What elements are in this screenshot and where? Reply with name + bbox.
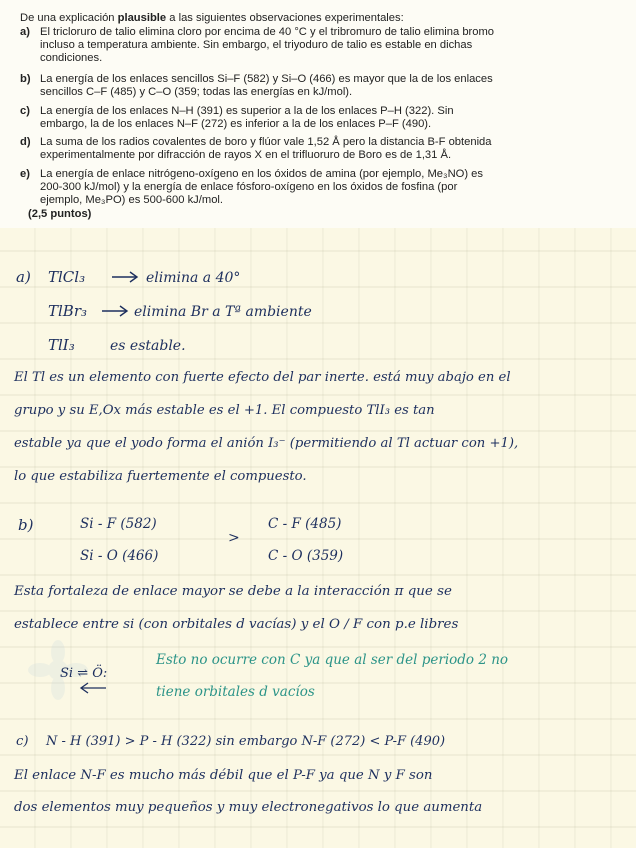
item-c-line: La energía de los enlaces N–H (391) es superior a la de los enlaces P–H (322). Sin xyxy=(40,105,454,117)
points-label: (2,5 puntos) xyxy=(28,208,92,220)
para1-line: estable ya que el yodo forma el anión I₃⁻ (permitiendo al Tl actuar con +1), xyxy=(14,436,519,451)
item-c-line: embargo, la de los enlaces N–F (272) es inferior a la de los enlaces P–F (490). xyxy=(40,118,432,130)
printed-question xyxy=(0,0,636,228)
answer-c-label: c) xyxy=(16,734,29,749)
item-a-label: a) xyxy=(20,26,30,38)
bond-c-o: C - O (359) xyxy=(268,548,344,564)
si-o-sketch: Si ⇌ Ö: xyxy=(60,666,108,681)
para1-line: lo que estabiliza fuertemente el compuesto. xyxy=(14,469,307,484)
item-e-line: 200-300 kJ/mol) y la energía de enlace fósforo-oxígeno en los óxidos de fosfina (por xyxy=(40,181,458,193)
item-e-line: ejemplo, Me₃PO) es 500-600 kJ/mol. xyxy=(40,194,224,206)
greater-than: > xyxy=(228,530,240,546)
item-b-line: La energía de los enlaces sencillos Si–F (582) y Si–O (466) es mayor que la de los enlaces xyxy=(40,73,493,85)
item-b-line: sencillos C–F (485) y C–O (359; todas las energías en kJ/mol). xyxy=(40,86,353,98)
teal-note-line: Esto no ocurre con C ya que al ser del periodo 2 no xyxy=(156,652,509,668)
item-a-line: El tricloruro de talio elimina cloro por encima de 40 °C y el tribromuro de talio elimina bromo xyxy=(40,26,495,38)
bond-si-f: Si - F (582) xyxy=(80,516,157,532)
para3-line: El enlace N-F es mucho más débil que el P-F ya que N y F son xyxy=(14,768,433,783)
answer-a-label: a) xyxy=(16,268,31,286)
a1-text: elimina a 40° xyxy=(146,270,241,286)
question-intro: De una explicación plausible a las siguientes observaciones experimentales: xyxy=(20,12,404,24)
para1-line: El Tl es un elemento con fuerte efecto del par inerte. está muy abajo en el xyxy=(14,370,511,385)
arrow-icon xyxy=(110,270,140,284)
formula-tlcl3: TlCl₃ xyxy=(48,268,86,286)
item-a-line: condiciones. xyxy=(40,52,103,64)
item-d-label: d) xyxy=(20,136,31,148)
item-a-line: incluso a temperatura ambiente. Sin embargo, el triyoduro de talio es estable en dichas xyxy=(40,39,473,51)
a3-text: es estable. xyxy=(110,338,186,354)
formula-tlbr3: TlBr₃ xyxy=(48,302,88,320)
arrow-icon xyxy=(100,304,130,318)
item-c-label: c) xyxy=(20,105,30,117)
teal-note-line: tiene orbitales d vacíos xyxy=(156,684,315,700)
item-e-line: La energía de enlace nitrógeno-oxígeno en los óxidos de amina (por ejemplo, Me₃NO) es xyxy=(40,168,483,180)
para2-line: Esta fortaleza de enlace mayor se debe a la interacción π que se xyxy=(14,584,452,599)
c-comparison: N - H (391) > P - H (322) sin embargo N-F (272) < P-F (490) xyxy=(46,734,446,749)
a2-text: elimina Br a Tª ambiente xyxy=(134,304,312,320)
para1-line: grupo y su E,Ox más estable es el +1. El compuesto TlI₃ es tan xyxy=(14,403,435,418)
formula-tli3: TlI₃ xyxy=(48,336,75,354)
para2-line: establece entre si (con orbitales d vacías) y el O / F con p.e libres xyxy=(14,617,459,632)
para3-line: dos elementos muy pequeños y muy electronegativos lo que aumenta xyxy=(14,800,483,815)
item-d-line: La suma de los radios covalentes de boro y flúor vale 1,52 Å pero la distancia B-F obtenida xyxy=(40,136,492,148)
item-e-label: e) xyxy=(20,168,30,180)
bond-c-f: C - F (485) xyxy=(268,516,342,532)
bond-si-o: Si - O (466) xyxy=(80,548,159,564)
answer-b-label: b) xyxy=(18,516,34,534)
back-arrow-icon xyxy=(78,682,108,694)
item-b-label: b) xyxy=(20,73,31,85)
item-d-line: experimentalmente por difracción de rayos X en el trifluoruro de Boro es de 1,31 Å. xyxy=(40,149,452,161)
